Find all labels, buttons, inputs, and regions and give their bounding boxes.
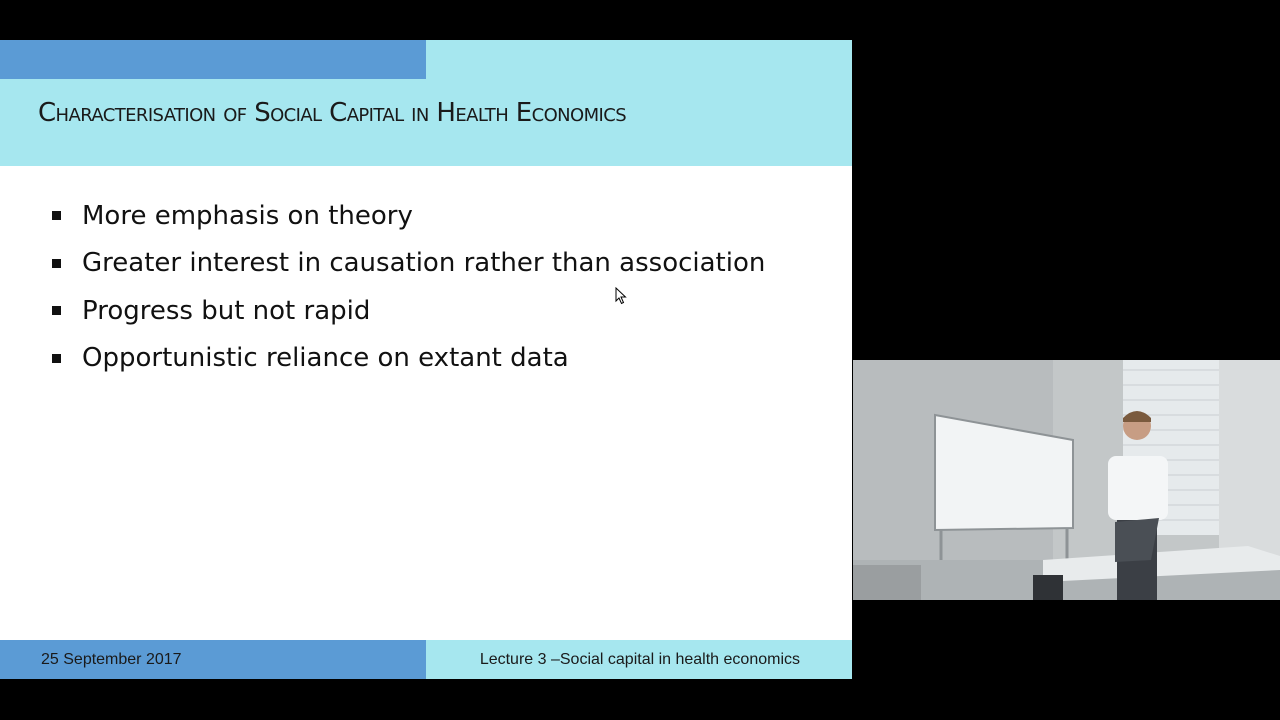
presentation-slide [0, 40, 852, 679]
bullet-text: Greater interest in causation rather than association [82, 248, 766, 279]
bullet-item [52, 240, 832, 288]
bullet-item [52, 335, 832, 383]
slide-footer-left [0, 640, 426, 679]
speaker-video-inset [853, 360, 1280, 600]
mouse-pointer-icon [615, 287, 627, 305]
lecture-title: Lecture 3 –Social capital in health economics [479, 651, 800, 668]
bullet-text: Progress but not rapid [82, 295, 371, 326]
square-bullet-icon [52, 259, 61, 268]
bullet-text: Opportunistic reliance on extant data [82, 343, 569, 374]
slide-title: Characterisation of Social Capital in Health Economics [38, 98, 627, 128]
slide-date: 25 September 2017 [41, 651, 182, 668]
slide-header-accent [0, 40, 426, 79]
square-bullet-icon [52, 354, 61, 363]
speaker-video-frame [853, 360, 1280, 600]
bullet-text: More emphasis on theory [82, 200, 413, 231]
slide-header-band [0, 40, 852, 166]
square-bullet-icon [52, 306, 61, 315]
bullet-list [52, 192, 832, 382]
bullet-item [52, 192, 832, 240]
bullet-item [52, 287, 832, 335]
slide-footer-right [426, 640, 852, 679]
square-bullet-icon [52, 211, 61, 220]
